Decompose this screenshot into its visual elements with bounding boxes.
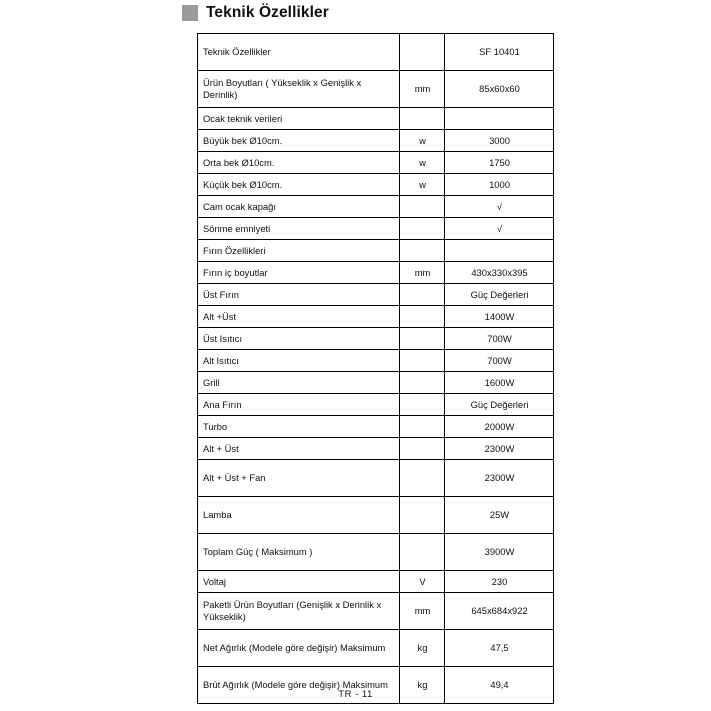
spec-value: Güç Değerleri <box>445 284 554 306</box>
table-row <box>198 350 554 372</box>
table-row <box>198 34 554 71</box>
table-body <box>198 34 554 704</box>
spec-unit <box>400 416 445 438</box>
table-row <box>198 497 554 534</box>
spec-value <box>445 240 554 262</box>
table-row <box>198 262 554 284</box>
spec-value: 430x330x395 <box>445 262 554 284</box>
table-row <box>198 630 554 667</box>
page-footer: TR - 11 <box>338 689 373 700</box>
spec-label: Fırın Özellikleri <box>198 240 400 262</box>
spec-value: 2300W <box>445 438 554 460</box>
spec-value <box>445 108 554 130</box>
table-row <box>198 218 554 240</box>
spec-unit <box>400 350 445 372</box>
spec-unit <box>400 108 445 130</box>
spec-unit <box>400 394 445 416</box>
spec-value: 1750 <box>445 152 554 174</box>
table-row <box>198 108 554 130</box>
spec-unit <box>400 438 445 460</box>
table-row <box>198 196 554 218</box>
spec-unit <box>400 372 445 394</box>
table-row <box>198 306 554 328</box>
spec-label: Brüt Ağırlık (Modele göre değişir) Maksimum <box>198 667 400 704</box>
spec-value: 700W <box>445 350 554 372</box>
table-row <box>198 328 554 350</box>
spec-unit: V <box>400 571 445 593</box>
spec-value: √ <box>445 196 554 218</box>
spec-unit: w <box>400 152 445 174</box>
table-row <box>198 394 554 416</box>
section-marker-icon <box>182 5 198 21</box>
spec-unit <box>400 534 445 571</box>
spec-value: 700W <box>445 328 554 350</box>
spec-value: 85x60x60 <box>445 71 554 108</box>
table-row <box>198 284 554 306</box>
spec-unit <box>400 497 445 534</box>
table-row <box>198 593 554 630</box>
spec-label: Büyük bek Ø10cm. <box>198 130 400 152</box>
spec-label: Ana Fırın <box>198 394 400 416</box>
spec-value: √ <box>445 218 554 240</box>
spec-value: 25W <box>445 497 554 534</box>
table-row <box>198 372 554 394</box>
table-row <box>198 174 554 196</box>
table-row <box>198 438 554 460</box>
table-row <box>198 571 554 593</box>
spec-label: Alt + Üst + Fan <box>198 460 400 497</box>
spec-unit <box>400 34 445 71</box>
spec-value: 2000W <box>445 416 554 438</box>
spec-value: 1000 <box>445 174 554 196</box>
spec-label: Grill <box>198 372 400 394</box>
spec-label: Net Ağırlık (Modele göre değişir) Maksimum <box>198 630 400 667</box>
spec-label: Lamba <box>198 497 400 534</box>
spec-label: Teknik Özellikler <box>198 34 400 71</box>
page-title: Teknik Özellikler <box>206 4 329 21</box>
spec-value: 3900W <box>445 534 554 571</box>
page-title-row <box>182 4 329 22</box>
table-row <box>198 71 554 108</box>
spec-label: Alt +Üst <box>198 306 400 328</box>
spec-label: Alt Isıtıcı <box>198 350 400 372</box>
spec-label: Üst Isıtıcı <box>198 328 400 350</box>
table-row <box>198 130 554 152</box>
spec-unit <box>400 460 445 497</box>
spec-label: Fırın iç boyutlar <box>198 262 400 284</box>
spec-unit: mm <box>400 71 445 108</box>
technical-specifications-table <box>197 33 554 704</box>
spec-label: Orta bek Ø10cm. <box>198 152 400 174</box>
spec-value: 49,4 <box>445 667 554 704</box>
spec-unit: kg <box>400 667 445 704</box>
spec-label: Üst Fırın <box>198 284 400 306</box>
spec-label: Ocak teknik verileri <box>198 108 400 130</box>
spec-label: Cam ocak kapağı <box>198 196 400 218</box>
spec-unit: mm <box>400 262 445 284</box>
table-row <box>198 240 554 262</box>
table-row <box>198 460 554 497</box>
table-row <box>198 416 554 438</box>
spec-unit: kg <box>400 630 445 667</box>
spec-value: 1600W <box>445 372 554 394</box>
spec-unit <box>400 218 445 240</box>
spec-unit <box>400 306 445 328</box>
spec-unit <box>400 240 445 262</box>
spec-unit <box>400 284 445 306</box>
spec-value: 645x684x922 <box>445 593 554 630</box>
spec-label: Ürün Boyutları ( Yükseklik x Genişlik x Derinlik) <box>198 71 400 108</box>
table-row <box>198 534 554 571</box>
spec-unit: w <box>400 130 445 152</box>
spec-value: 230 <box>445 571 554 593</box>
spec-value: 2300W <box>445 460 554 497</box>
spec-value: Güç Değerleri <box>445 394 554 416</box>
spec-label: Voltaj <box>198 571 400 593</box>
spec-unit <box>400 328 445 350</box>
spec-label: Paketli Ürün Boyutları (Genişlik x Derinlik x Yükseklik) <box>198 593 400 630</box>
spec-label: Sönme emniyeti <box>198 218 400 240</box>
spec-value: 3000 <box>445 130 554 152</box>
spec-value: 1400W <box>445 306 554 328</box>
spec-label: Turbo <box>198 416 400 438</box>
spec-label: Küçük bek Ø10cm. <box>198 174 400 196</box>
table-row <box>198 152 554 174</box>
spec-unit: mm <box>400 593 445 630</box>
spec-label: Toplam Güç ( Maksimum ) <box>198 534 400 571</box>
spec-unit <box>400 196 445 218</box>
spec-label: Alt + Üst <box>198 438 400 460</box>
spec-value: 47,5 <box>445 630 554 667</box>
spec-unit: w <box>400 174 445 196</box>
spec-value: SF 10401 <box>445 34 554 71</box>
